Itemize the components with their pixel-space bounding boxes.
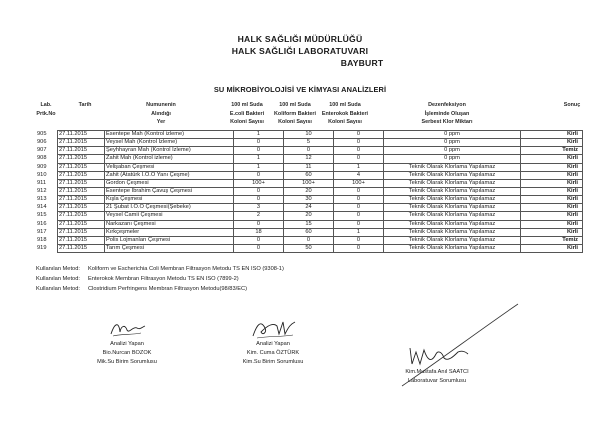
cell-coliform: 20 [284, 212, 334, 220]
cell-ecoli: 0 [234, 171, 284, 179]
cell-result: Kirli [521, 187, 583, 195]
cell-result: Kirli [521, 155, 583, 163]
cell-ecoli: 0 [234, 220, 284, 228]
cell-lab-no: 919 [37, 245, 47, 252]
cell-result: Kirli [521, 171, 583, 179]
cell-ecoli: 2 [234, 212, 284, 220]
cell-date: 27.11.2015 [58, 220, 105, 228]
signature-role: Analizi Yapan [110, 341, 144, 347]
laboratory-title: HALK SAĞLIĞI LABORATUVARI [231, 46, 369, 56]
cell-enterococcus: 100+ [334, 179, 384, 187]
cell-coliform: 5 [284, 139, 334, 147]
cell-result: Kirli [521, 179, 583, 187]
cell-date: 27.11.2015 [58, 131, 105, 139]
signature-title: Kim.Su Birim Sorumlusu [242, 359, 304, 365]
signature-role: Analizi Yapan [256, 341, 290, 347]
cell-result: Kirli [521, 204, 583, 212]
cell-enterococcus: 0 [334, 236, 384, 244]
cell-sample-location: Velişaban Çeşmesi [105, 163, 234, 171]
institution-title: HALK SAĞLIĞI MÜDÜRLÜĞÜ [237, 34, 363, 44]
cell-lab-no: 905 [37, 131, 47, 138]
city-title: BAYBURT [340, 58, 384, 68]
cell-result: Kirli [521, 196, 583, 204]
cell-date: 27.11.2015 [58, 163, 105, 171]
signature-block-chemistry [228, 318, 318, 367]
cell-date: 27.11.2015 [58, 196, 105, 204]
cell-enterococcus: 1 [334, 163, 384, 171]
cell-result: Temiz [521, 236, 583, 244]
table-row [36, 204, 583, 212]
cell-coliform: 15 [284, 220, 334, 228]
cell-free-chlorine: Teknik Olarak Klorlama Yapılamaz [384, 220, 521, 228]
cell-free-chlorine: Teknik Olarak Klorlama Yapılamaz [384, 236, 521, 244]
signature-name: Kim.Mustafa Anıl SAATCI [405, 369, 469, 375]
cell-free-chlorine: Teknik Olarak Klorlama Yapılamaz [384, 187, 521, 195]
cell-coliform: 50 [284, 244, 334, 252]
cell-lab-no: 917 [37, 228, 47, 235]
cell-free-chlorine: Teknik Olarak Klorlama Yapılamaz [384, 228, 521, 236]
method-text: Enterokok Membran Filtrasyon Metodu TS EN ISO (7899-2) [88, 276, 239, 282]
cell-lab-no: 918 [37, 236, 47, 243]
cell-ecoli: 18 [234, 228, 284, 236]
column-header-lab-no: Lab. Prtk.No [36, 102, 56, 117]
cell-enterococcus: 0 [334, 187, 384, 195]
cell-result: Kirli [521, 220, 583, 228]
cell-date: 27.11.2015 [58, 139, 105, 147]
method-line [36, 284, 284, 294]
signature-title: Laboratuvar Sorumlusu [407, 378, 467, 384]
cell-coliform: 0 [284, 236, 334, 244]
cell-free-chlorine: 0 ppm [384, 155, 521, 163]
handwritten-signature-2 [243, 318, 303, 340]
cell-ecoli: 0 [234, 236, 284, 244]
cell-coliform: 100+ [284, 179, 334, 187]
cell-date: 27.11.2015 [58, 244, 105, 252]
column-header-free-chlorine: Dezenfeksiyon İşleminde Oluşan Serbest Klor Miktarı [421, 102, 473, 126]
cell-lab-no: 915 [37, 212, 47, 219]
method-label: Kullanılan Metod: [36, 286, 80, 292]
cell-ecoli: 3 [234, 204, 284, 212]
cell-coliform: 0 [284, 147, 334, 155]
cell-coliform: 11 [284, 163, 334, 171]
table-row [36, 139, 583, 147]
cell-sample-location: Şeyhhayran Mah (Kontrol İzleme) [105, 147, 234, 155]
cell-lab-no: 914 [37, 204, 47, 211]
cell-lab-no: 907 [37, 147, 47, 154]
cell-free-chlorine: 0 ppm [384, 139, 521, 147]
column-header-date: Tarih [78, 102, 92, 108]
cell-coliform: 12 [284, 155, 334, 163]
table-row [36, 131, 583, 139]
cell-result: Kirli [521, 139, 583, 147]
cell-free-chlorine: Teknik Olarak Klorlama Yapılamaz [384, 196, 521, 204]
table-row [36, 196, 583, 204]
cell-enterococcus: 0 [334, 220, 384, 228]
table-row [36, 147, 583, 155]
cell-sample-location: Zahit Mah (Kontrol izleme) [105, 155, 234, 163]
table-row [36, 212, 583, 220]
cell-sample-location: Polis Lojmanları Çeşmesi [105, 236, 234, 244]
cell-ecoli: 0 [234, 244, 284, 252]
method-line [36, 264, 284, 274]
cell-lab-no: 911 [37, 179, 47, 186]
report-section-title: SU MİKROBİYOLOJİSİ VE KİMYASI ANALİZLERİ [213, 85, 387, 94]
method-line [36, 274, 284, 284]
cell-coliform: 20 [284, 187, 334, 195]
cell-sample-location: Esentepe İbrahim Çavuş Çeşmesi [105, 187, 234, 195]
column-header-ecoli: 100 ml Suda E.coli Bakteri Koloni Sayısı [229, 102, 265, 126]
cell-result: Kirli [521, 228, 583, 236]
method-text: Koliform ve Escherichia Coli Membran Filtrasyon Metodu TS EN ISO (9308-1) [88, 266, 284, 272]
cell-sample-location: Esentepe Mah (Kontrol izleme) [105, 131, 234, 139]
scan-artifact-line [400, 300, 520, 390]
cell-date: 27.11.2015 [58, 147, 105, 155]
column-header-result: Sonuç [563, 102, 581, 108]
signature-name: Kim. Cuma ÖZTÜRK [246, 350, 300, 356]
cell-enterococcus: 0 [334, 155, 384, 163]
cell-ecoli: 1 [234, 163, 284, 171]
cell-free-chlorine: Teknik Olarak Klorlama Yapılamaz [384, 244, 521, 252]
method-label: Kullanılan Metod: [36, 266, 80, 272]
table-row [36, 228, 583, 236]
cell-lab-no: 908 [37, 155, 47, 162]
methods-list [36, 264, 284, 294]
cell-lab-no: 910 [37, 171, 47, 178]
cell-free-chlorine: Teknik Olarak Klorlama Yapılamaz [384, 171, 521, 179]
handwritten-signature-1 [107, 318, 147, 340]
column-header-coliform: 100 ml Suda Koliform Bakteri Koloni Sayısı [274, 102, 316, 126]
cell-enterococcus: 4 [334, 171, 384, 179]
cell-lab-no: 906 [37, 139, 47, 146]
cell-coliform: 60 [284, 171, 334, 179]
table-row [36, 220, 583, 228]
cell-ecoli: 100+ [234, 179, 284, 187]
cell-sample-location: Gordon Çeşmesi [105, 179, 234, 187]
cell-lab-no: 909 [37, 163, 47, 170]
table-row [36, 244, 583, 252]
cell-lab-no: 913 [37, 196, 47, 203]
column-header-enterococcus: 100 ml Suda Enterokok Bakteri Koloni Sayısı [321, 102, 369, 126]
cell-ecoli: 0 [234, 187, 284, 195]
cell-date: 27.11.2015 [58, 204, 105, 212]
signature-name: Bio.Nurcan BOZOK [102, 350, 152, 356]
cell-sample-location: Narkazanı Çeşmesi [105, 220, 234, 228]
cell-date: 27.11.2015 [58, 171, 105, 179]
column-header-sample-location: Numunenin Alındığı Yer [146, 102, 176, 126]
cell-free-chlorine: Teknik Olarak Klorlama Yapılamaz [384, 163, 521, 171]
cell-enterococcus: 1 [334, 228, 384, 236]
cell-sample-location: Kışla Çeşmesi [105, 196, 234, 204]
method-label: Kullanılan Metod: [36, 276, 80, 282]
cell-enterococcus: 0 [334, 212, 384, 220]
signature-title: Mik.Su Birim Sorumlusu [97, 359, 157, 365]
cell-result: Kirli [521, 244, 583, 252]
cell-result: Kirli [521, 212, 583, 220]
cell-free-chlorine: Teknik Olarak Klorlama Yapılamaz [384, 179, 521, 187]
cell-coliform: 10 [284, 131, 334, 139]
cell-sample-location: Veysel Mah (Kontrol İzleme) [105, 139, 234, 147]
cell-coliform: 24 [284, 204, 334, 212]
cell-date: 27.11.2015 [58, 228, 105, 236]
cell-sample-location: Tarım Çeşmesi [105, 244, 234, 252]
cell-result: Temiz [521, 147, 583, 155]
cell-ecoli: 1 [234, 131, 284, 139]
cell-ecoli: 0 [234, 147, 284, 155]
cell-date: 27.11.2015 [58, 187, 105, 195]
method-text: Clostridium Perfringens Membran Filtrasyon Metodu(98/83/EC) [88, 286, 247, 292]
cell-date: 27.11.2015 [58, 179, 105, 187]
cell-result: Kirli [521, 163, 583, 171]
cell-sample-location: Kırkçeşmeler [105, 228, 234, 236]
cell-date: 27.11.2015 [58, 236, 105, 244]
cell-ecoli: 0 [234, 196, 284, 204]
cell-coliform: 30 [284, 196, 334, 204]
cell-ecoli: 1 [234, 155, 284, 163]
table-row [36, 171, 583, 179]
signature-block-microbiology [92, 318, 162, 367]
cell-date: 27.11.2015 [58, 212, 105, 220]
cell-sample-location: 21 Şubat İ.Ö.O Çeşmesi(Şebeke) [105, 204, 234, 212]
results-table [36, 130, 583, 253]
cell-enterococcus: 0 [334, 244, 384, 252]
cell-lab-no: 912 [37, 188, 47, 195]
table-row [36, 155, 583, 163]
cell-enterococcus: 0 [334, 147, 384, 155]
cell-lab-no: 916 [37, 220, 47, 227]
cell-ecoli: 0 [234, 139, 284, 147]
cell-enterococcus: 0 [334, 196, 384, 204]
cell-date: 27.11.2015 [58, 155, 105, 163]
cell-result: Kirli [521, 131, 583, 139]
cell-free-chlorine: 0 ppm [384, 131, 521, 139]
cell-free-chlorine: Teknik Olarak Klorlama Yapılamaz [384, 204, 521, 212]
cell-enterococcus: 0 [334, 139, 384, 147]
cell-coliform: 60 [284, 228, 334, 236]
cell-enterococcus: 0 [334, 204, 384, 212]
table-row [36, 179, 583, 187]
cell-sample-location: Veysel Camii Çeşmesi [105, 212, 234, 220]
table-row [36, 236, 583, 244]
cell-enterococcus: 0 [334, 131, 384, 139]
cell-sample-location: Zahit (Atatürk İ.Ö.O Yanı Çeşme) [105, 171, 234, 179]
table-row [36, 187, 583, 195]
table-row [36, 163, 583, 171]
cell-free-chlorine: Teknik Olarak Klorlama Yapılamaz [384, 212, 521, 220]
cell-free-chlorine: 0 ppm [384, 147, 521, 155]
